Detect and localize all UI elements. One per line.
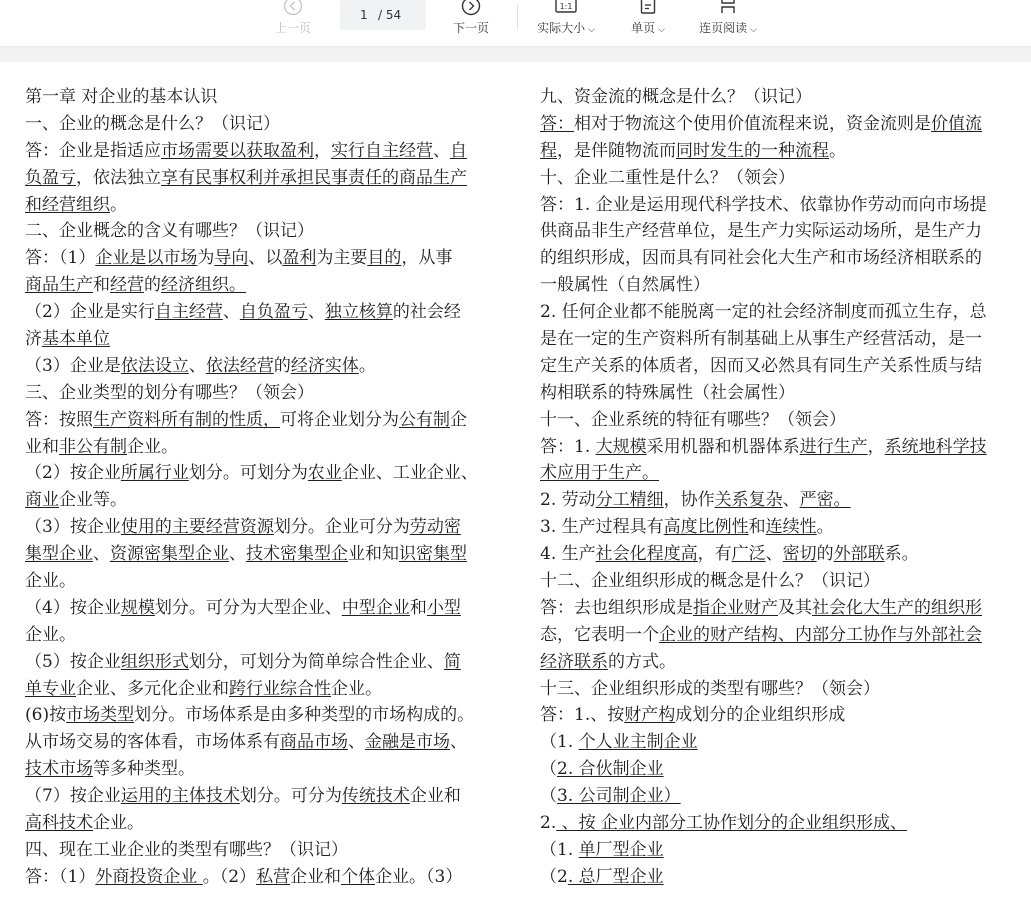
text-run: （ — [540, 759, 557, 780]
underlined-text: 基本单位 — [42, 329, 110, 350]
text-line — [540, 702, 1020, 729]
single-page-dropdown[interactable] — [624, 0, 672, 46]
text-line — [540, 326, 1020, 353]
text-run: 答：（1） — [25, 248, 96, 269]
underlined-text: 程 — [540, 140, 557, 161]
text-run: 十三、企业组织形成的类型有哪些？（领会） — [540, 678, 880, 699]
text-line — [540, 783, 1020, 810]
underlined-text: 严密。 — [799, 490, 851, 511]
text-line — [25, 595, 505, 622]
single-page-label: 单页 — [631, 21, 656, 35]
continuous-pages-icon — [720, 0, 736, 17]
text-line — [25, 864, 505, 891]
underlined-text: 劳动密 — [409, 517, 461, 538]
text-line — [540, 649, 1020, 676]
text-run: 为主要 — [316, 248, 368, 269]
text-run: （2）按企业 — [25, 463, 121, 484]
text-run: 划分。可分为 — [239, 786, 342, 807]
underlined-text: 享有民事权利并承担民事责任的商品生产 — [161, 167, 467, 188]
text-line — [25, 514, 505, 541]
underlined-text: 财产构 — [624, 705, 676, 726]
text-run: ，是伴随物流而 — [557, 140, 676, 161]
text-run: 为 — [197, 248, 215, 269]
text-run: 答：去也组织形成是 — [540, 597, 693, 618]
text-run: 。 — [829, 140, 846, 161]
underlined-text: 经济组织。 — [161, 275, 246, 296]
text-line — [540, 810, 1020, 837]
text-line — [540, 192, 1020, 219]
underlined-text: 运用的主体技术 — [120, 786, 240, 807]
underlined-text: 3. 公司制企业） — [557, 786, 681, 807]
text-run: 答：企业是指适应 — [25, 140, 161, 161]
chevron-right-circle-icon — [461, 0, 481, 19]
text-line — [540, 353, 1020, 380]
text-line — [25, 460, 505, 487]
underlined-text: 生产资料所有制的性质， — [93, 409, 280, 430]
underlined-text: 资源密集型企业 — [110, 544, 229, 565]
text-run: 从市场交易的客体看，市场体系有 — [25, 732, 280, 753]
document-page — [0, 62, 1031, 906]
text-run: （5）按企业 — [25, 651, 121, 672]
text-line — [25, 729, 505, 756]
text-line — [540, 541, 1020, 568]
text-line — [25, 487, 505, 514]
underlined-text: 盈利 — [282, 248, 317, 269]
underlined-text: 广泛 — [731, 544, 766, 565]
underlined-text: 大规模 — [595, 436, 647, 457]
underlined-text: 使用的主要经营资源 — [120, 517, 274, 538]
underlined-text: 简 — [443, 651, 461, 672]
underlined-text: 市场 — [163, 248, 198, 269]
underlined-text: 商业 — [25, 490, 59, 511]
text-run: ， — [867, 436, 885, 457]
text-run: 相对于物流这个使用价值流程来说，资金流则是 — [574, 113, 931, 134]
text-line — [540, 380, 1020, 407]
underlined-text: 非公有制 — [59, 436, 127, 457]
right-text-column — [540, 84, 1020, 891]
current-page-input[interactable]: 1 — [360, 8, 368, 22]
text-run: 的社会经 — [392, 302, 461, 323]
text-run: 划分。市场体系是由多种类型的市场构成的。 — [134, 705, 475, 726]
underlined-text: 企业是以 — [95, 248, 164, 269]
text-line — [25, 407, 505, 434]
text-line — [25, 353, 505, 380]
underlined-text: 组织形式 — [120, 651, 189, 672]
underlined-text: 商品市场 — [280, 732, 348, 753]
single-page-icon — [640, 0, 656, 17]
underlined-text: 连续性 — [765, 517, 817, 538]
text-run: 企业。 — [331, 678, 382, 699]
underlined-text: 市场类型 — [66, 705, 135, 726]
text-line — [540, 837, 1020, 864]
text-run: （2）企业是实行 — [25, 302, 155, 323]
text-run: 、 — [188, 355, 206, 376]
underlined-text: 密切 — [782, 544, 817, 565]
underlined-text: 外部联 — [833, 544, 885, 565]
text-run: 二、企业概念的含义有哪些？（识记） — [25, 221, 314, 242]
underlined-text: 依法设立 — [120, 355, 189, 376]
text-line — [25, 192, 505, 219]
text-run: 、 — [782, 490, 800, 511]
underlined-text: . 总厂型企业 — [567, 866, 664, 887]
text-run: 、 — [765, 544, 783, 565]
text-run: （3）企业是 — [25, 355, 121, 376]
text-line — [25, 299, 505, 326]
next-page-label: 下一页 — [452, 21, 489, 35]
text-run: 是在一定的生产资料所有制基础上从事生产经营活动，是一 — [540, 329, 982, 350]
text-run: 一般属性（自然属性） — [540, 275, 710, 296]
text-run: （2 — [540, 866, 568, 887]
text-line — [25, 434, 505, 461]
underlined-text: 进行生产 — [799, 436, 868, 457]
text-run: 九、资金流的概念是什么？（识记） — [540, 87, 812, 107]
text-run: （4）按企业 — [25, 597, 121, 618]
text-run: (6)按 — [25, 705, 67, 726]
text-line — [540, 272, 1020, 299]
text-run: 的 — [816, 544, 834, 565]
text-run: 三、企业类型的划分有哪些？（领会） — [25, 382, 314, 403]
underlined-text: 个体 — [341, 866, 376, 887]
actual-size-dropdown[interactable] — [530, 0, 602, 46]
underlined-text: 自主经营 — [154, 302, 223, 323]
text-run: 企业和 — [290, 866, 342, 887]
text-run: 企业、工业企业、 — [341, 463, 478, 484]
text-line — [25, 272, 505, 299]
text-run: ， — [314, 140, 331, 161]
text-line — [540, 245, 1020, 272]
text-run: 企业。 — [127, 436, 178, 457]
underlined-text: 个人业主制企业 — [578, 732, 698, 753]
text-line — [25, 676, 505, 703]
chevron-down-icon: ⌵ — [750, 25, 757, 35]
text-run: （1. — [540, 732, 579, 753]
underlined-text: 所属行业 — [120, 463, 189, 484]
text-run: 4. 生产 — [540, 544, 596, 565]
text-line — [25, 756, 505, 783]
underlined-text: 导向 — [214, 248, 249, 269]
text-line — [25, 138, 505, 165]
text-run: 。 — [816, 517, 834, 538]
text-run: 构相联系的特殊属性（社会属性） — [540, 382, 795, 403]
reader-toolbar — [0, 0, 1031, 46]
text-run: 划分。企业可分为 — [273, 517, 410, 538]
text-run: 、 — [93, 544, 110, 565]
underlined-text: 集型企业 — [25, 544, 93, 565]
underlined-text: 商品生产 — [25, 275, 93, 296]
text-run: 业和 — [25, 436, 59, 457]
text-run: 划分，可划分为简单综合性企业、 — [188, 651, 444, 672]
left-text-column — [25, 84, 505, 891]
toolbar-divider — [517, 4, 518, 30]
underlined-text: 自 — [450, 140, 467, 161]
underlined-text: 同时发生的一种流程 — [676, 140, 829, 161]
underlined-text: 社会化大生产的组织形 — [812, 597, 982, 618]
underlined-text: 高度比例性 — [663, 517, 749, 538]
text-run: 、 — [222, 302, 240, 323]
text-run: 、 — [307, 302, 325, 323]
text-run: 成划分的企业组织形成 — [675, 705, 846, 726]
text-line — [540, 864, 1020, 891]
underlined-text: 目的 — [367, 248, 402, 269]
text-run: 企业、多元化企业和 — [76, 678, 229, 699]
text-run: 四、现在工业企业的类型有哪些？（识记） — [25, 839, 348, 860]
underlined-text: 负盈亏 — [25, 167, 76, 188]
text-line — [540, 514, 1020, 541]
underlined-text: 企业的财产结构、内部分工协作与外部社会 — [659, 624, 982, 645]
text-run: 答：（1） — [25, 866, 96, 887]
underlined-text: 传统技术 — [341, 786, 410, 807]
text-run: 。（2） — [202, 866, 257, 887]
text-run: 的方式。 — [608, 651, 676, 672]
text-run: 定生产关系的体质者，因而又必然具有同生产关系性质与结 — [540, 355, 982, 376]
text-line — [25, 84, 505, 111]
underlined-text: 分工精细 — [595, 490, 664, 511]
underlined-text: 规模 — [120, 597, 155, 618]
text-run: （7）按企业 — [25, 786, 121, 807]
text-line — [25, 165, 505, 192]
underlined-text: 、按 企业内部分工协作划分的企业组织形成、 — [556, 813, 908, 834]
chevron-down-icon: ⌵ — [658, 25, 665, 35]
text-line — [25, 837, 505, 864]
text-run: 。 — [110, 194, 127, 215]
prev-page-label: 上一页 — [274, 21, 311, 35]
underlined-text: 答： — [540, 113, 574, 134]
underlined-text: 金融是市场 — [365, 732, 450, 753]
text-line — [540, 460, 1020, 487]
underlined-text: 自负盈亏 — [239, 302, 308, 323]
text-run: ，依法独立 — [76, 167, 161, 188]
text-line — [540, 84, 1020, 111]
underlined-text: 外商投资企业 — [95, 866, 203, 887]
text-run: 、 — [433, 140, 450, 161]
underlined-text: 小型 — [426, 597, 461, 618]
text-run: 十一、企业系统的特征有哪些？（领会） — [540, 409, 846, 430]
underlined-text: 实行自主经营 — [331, 140, 433, 161]
text-run: 一、企业的概念是什么？（识记） — [25, 113, 280, 134]
underlined-text: 市场需要以获取盈利 — [161, 140, 314, 161]
text-line — [25, 326, 505, 353]
underlined-text: 2. 合伙制企业 — [557, 759, 664, 780]
text-run: （ — [540, 786, 557, 807]
text-run: 供商品非生产经营单位，是生产力实际运动场所，是生产力 — [540, 221, 982, 242]
text-line — [25, 541, 505, 568]
text-run: 企业。 — [93, 813, 144, 834]
text-run: 可将企业划分为 — [280, 409, 399, 430]
text-run: 和 — [748, 517, 766, 538]
text-run: 的 — [144, 275, 161, 296]
text-run: 2. — [540, 813, 557, 834]
underlined-text: 高科技术 — [25, 813, 93, 834]
underlined-text: 系统地科学技 — [884, 436, 987, 457]
underlined-text: 跨行业综合性 — [229, 678, 331, 699]
total-pages: / 54 — [378, 8, 402, 22]
page-number-field[interactable] — [340, 0, 426, 30]
underlined-text: 农业 — [307, 463, 342, 484]
text-run: ，从事 — [401, 248, 453, 269]
text-run: （1. — [540, 839, 579, 860]
underlined-text: 单专业 — [25, 678, 76, 699]
text-line — [25, 245, 505, 272]
text-run: ，有 — [697, 544, 732, 565]
text-line — [540, 138, 1020, 165]
text-run: 、 — [450, 732, 467, 753]
text-run: 划分。可分为大型企业、 — [154, 597, 342, 618]
text-line — [540, 407, 1020, 434]
text-line — [25, 218, 505, 245]
underlined-text: 私营 — [256, 866, 291, 887]
text-line — [25, 622, 505, 649]
text-run: （3）按企业 — [25, 517, 121, 538]
text-run: 态，它表明一个 — [540, 624, 659, 645]
text-line — [540, 299, 1020, 326]
actual-size-label: 实际大小 — [537, 21, 586, 35]
prev-page-button[interactable] — [268, 0, 318, 46]
chevron-left-circle-icon — [283, 0, 303, 19]
underlined-text: 识密集型 — [399, 544, 467, 565]
text-line — [25, 783, 505, 810]
text-run: 十、企业二重性是什么？（领会） — [540, 167, 795, 188]
svg-text:1:1: 1:1 — [559, 2, 573, 11]
continuous-reading-dropdown[interactable] — [692, 0, 764, 46]
underlined-text: 中型企业 — [341, 597, 410, 618]
text-run: 答：1.、按 — [540, 705, 625, 726]
text-line — [540, 218, 1020, 245]
text-run: 企业等。 — [59, 490, 127, 511]
text-line — [540, 729, 1020, 756]
text-line — [540, 487, 1020, 514]
underlined-text: 关系复杂 — [714, 490, 783, 511]
text-run: 、 — [229, 544, 246, 565]
chevron-down-icon: ⌵ — [588, 25, 595, 35]
underlined-text: 指企业财产 — [693, 597, 778, 618]
next-page-button[interactable] — [446, 0, 496, 46]
underlined-text: 独立核算 — [324, 302, 393, 323]
underlined-text: 经济实体 — [290, 355, 359, 376]
text-run: 答：1. 企业是运用现代科学技术、依靠协作劳动而向市场提 — [540, 194, 987, 215]
text-line — [25, 810, 505, 837]
text-run: 企 — [450, 409, 467, 430]
text-line — [540, 756, 1020, 783]
text-run: 十二、企业组织形成的概念是什么？（识记） — [540, 571, 880, 592]
text-run: 业和知 — [348, 544, 399, 565]
text-line — [540, 595, 1020, 622]
text-run: 3. 生产过程具有 — [540, 517, 664, 538]
text-line — [25, 568, 505, 595]
text-run: 企业。（3） — [375, 866, 463, 887]
text-line — [25, 702, 505, 729]
text-run: 企业。 — [25, 571, 76, 592]
text-line — [540, 111, 1020, 138]
underlined-text: 单厂型企业 — [578, 839, 664, 860]
underlined-text: 术应用于生产。 — [540, 463, 659, 484]
text-run: 企业。 — [25, 624, 76, 645]
text-run: 及其 — [778, 597, 812, 618]
text-line — [540, 622, 1020, 649]
text-run: 济 — [25, 329, 42, 350]
underlined-text: 和经营组织 — [25, 194, 110, 215]
text-run: 第一章 对企业的基本认识 — [25, 87, 218, 107]
underlined-text: 公有制 — [399, 409, 450, 430]
actual-size-icon — [555, 0, 577, 17]
text-line — [540, 165, 1020, 192]
text-line — [540, 434, 1020, 461]
underlined-text: 依法经营 — [205, 355, 274, 376]
text-run: 答：按照 — [25, 409, 93, 430]
text-run: ，协作 — [663, 490, 715, 511]
text-run: 和 — [93, 275, 110, 296]
text-line — [540, 568, 1020, 595]
continuous-reading-label: 连页阅读 — [699, 21, 748, 35]
text-line — [25, 649, 505, 676]
text-run: 、以 — [248, 248, 283, 269]
text-run: 答：1. — [540, 436, 596, 457]
underlined-text: 经济联系 — [540, 651, 608, 672]
text-line — [540, 676, 1020, 703]
text-line — [25, 380, 505, 407]
text-run: 2. 劳动 — [540, 490, 596, 511]
text-run: 等多种类型。 — [93, 759, 195, 780]
text-run: 。 — [358, 355, 376, 376]
underlined-text: 价值流 — [931, 113, 982, 134]
text-run: 和 — [409, 597, 427, 618]
underlined-text: 技术密集型企 — [246, 544, 348, 565]
text-run: 系。 — [884, 544, 919, 565]
underlined-text: 社会化程度高 — [595, 544, 698, 565]
underlined-text: 经营 — [110, 275, 144, 296]
text-run: 的组织形成，因而具有同社会化大生产和市场经济相联系的 — [540, 248, 982, 269]
text-run: 的 — [273, 355, 291, 376]
underlined-text: 技术市场 — [25, 759, 93, 780]
text-run: 采用机器和机器体系 — [646, 436, 800, 457]
text-run: 企业和 — [409, 786, 461, 807]
text-run: 、 — [348, 732, 365, 753]
text-line — [25, 111, 505, 138]
text-run: 划分。可划分为 — [188, 463, 308, 484]
text-run: 2. 任何企业都不能脱离一定的社会经济制度而孤立生存，总 — [540, 302, 987, 323]
